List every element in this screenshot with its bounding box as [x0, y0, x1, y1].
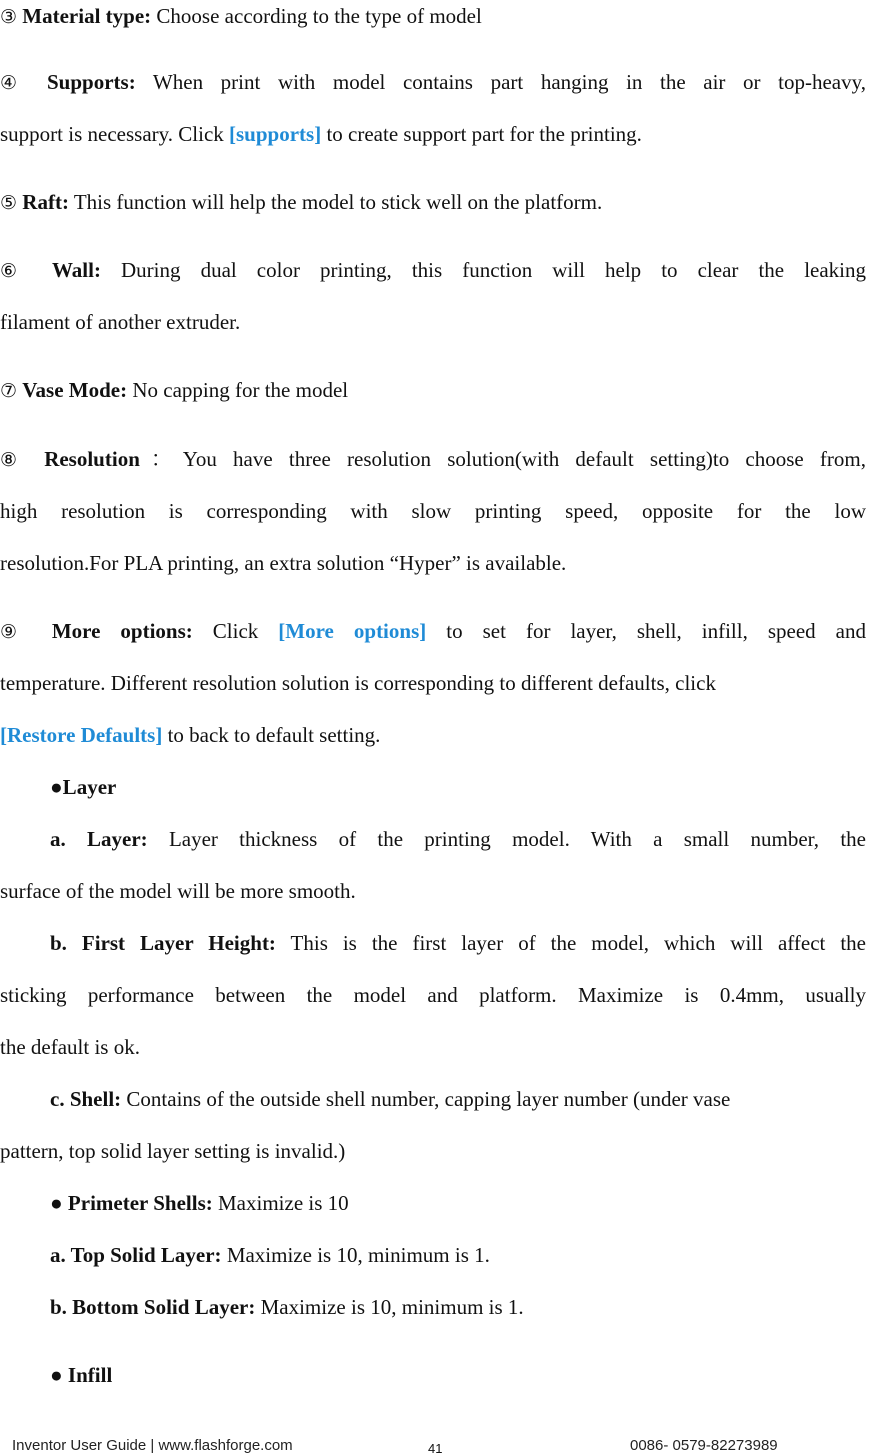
- infill-heading: [50, 1362, 112, 1388]
- wall-text-1: During dual color printing, this function will help to clear the leaking: [100, 258, 866, 282]
- page-number: 41: [428, 1441, 443, 1456]
- more-options-label: More options:: [51, 619, 193, 643]
- shells-heading-text: Maximize is 10: [212, 1191, 349, 1215]
- raft-label: Raft:: [22, 190, 69, 214]
- shells-a: [50, 1242, 490, 1268]
- resolution-item-line2: [0, 498, 866, 524]
- layer-b-line1: [50, 930, 866, 956]
- supports-text-2a: support is necessary. Click: [0, 122, 230, 146]
- restore-defaults-link[interactable]: [Restore Defaults]: [0, 723, 163, 747]
- layer-b-line2: [0, 982, 866, 1008]
- layer-b-label: b. First Layer Height:: [50, 931, 276, 955]
- material-type-label: Material type:: [22, 4, 152, 28]
- shells-heading-label: ● Primeter Shells:: [50, 1191, 213, 1215]
- raft-item: [0, 189, 602, 216]
- layer-c-label: c. Shell:: [50, 1087, 122, 1111]
- vase-mode-item: [0, 377, 348, 404]
- layer-a-line1: [50, 826, 866, 852]
- raft-text: This function will help the model to stick well on the platform.: [68, 190, 603, 214]
- supports-link[interactable]: [supports]: [229, 122, 322, 146]
- shells-heading: [50, 1190, 349, 1216]
- supports-text-2b: to create support part for the printing.: [321, 122, 642, 146]
- more-options-text-2: temperature. Different resolution solution is corresponding to different defaults, click: [0, 671, 716, 695]
- layer-heading: [50, 774, 116, 800]
- layer-b-text-3: the default is ok.: [0, 1035, 140, 1059]
- more-options-item-line1: [0, 618, 866, 645]
- supports-label: Supports:: [47, 70, 136, 94]
- layer-heading-text: ●Layer: [50, 775, 117, 799]
- shells-b-text: Maximize is 10, minimum is 1.: [255, 1295, 524, 1319]
- resolution-text-3: resolution.For PLA printing, an extra solution “Hyper” is available.: [0, 551, 567, 575]
- shells-a-text: Maximize is 10, minimum is 1.: [221, 1243, 490, 1267]
- wall-text-2: filament of another extruder.: [0, 310, 241, 334]
- footer-right: 0086- 0579-82273989: [630, 1437, 778, 1454]
- layer-a-label: a. Layer:: [50, 827, 148, 851]
- resolution-label: Resolution: [44, 447, 140, 471]
- layer-c-text-1: Contains of the outside shell number, capping layer number (under vase: [121, 1087, 731, 1111]
- supports-item-line2: [0, 121, 642, 147]
- more-options-text-1a: Click: [192, 619, 279, 643]
- vase-mode-label: Vase Mode:: [22, 378, 128, 402]
- supports-text-1: When print with model contains part hanging in the air or top-heavy,: [135, 70, 866, 94]
- supports-item-line1: [0, 69, 866, 96]
- shells-a-label: a. Top Solid Layer:: [50, 1243, 222, 1267]
- more-options-link[interactable]: [More options]: [278, 619, 427, 643]
- wall-item-line2: [0, 309, 240, 335]
- infill-heading-text: ● Infill: [50, 1363, 113, 1387]
- circled-number-5: ⑤: [0, 192, 18, 214]
- circled-number-8: ⑧: [0, 449, 28, 471]
- circled-number-4: ④: [0, 72, 30, 94]
- material-type-item: [0, 3, 482, 30]
- layer-a-text-2: surface of the model will be more smooth.: [0, 879, 356, 903]
- footer-left: Inventor User Guide | www.flashforge.com: [12, 1437, 293, 1454]
- more-options-item-line2: [0, 670, 716, 696]
- more-options-text-1b: to set for layer, shell, infill, speed and: [426, 619, 867, 643]
- shells-b-label: b. Bottom Solid Layer:: [50, 1295, 256, 1319]
- wall-label: Wall:: [51, 258, 101, 282]
- wall-item-line1: [0, 257, 866, 284]
- layer-b-line3: [0, 1034, 140, 1060]
- layer-b-text-1: This is the first layer of the model, which will affect the: [275, 931, 866, 955]
- circled-number-9: ⑨: [0, 621, 32, 643]
- vase-mode-text: No capping for the model: [127, 378, 349, 402]
- more-options-item-line3: [0, 722, 380, 748]
- layer-b-text-2: sticking performance between the model and platform. Maximize is 0.4mm, usually: [0, 983, 866, 1007]
- material-type-text: Choose according to the type of model: [151, 4, 482, 28]
- layer-c-line1: [50, 1086, 730, 1112]
- layer-c-text-2: pattern, top solid layer setting is invalid.): [0, 1139, 346, 1163]
- layer-c-line2: [0, 1138, 345, 1164]
- resolution-text-1: ：You have three resolution solution(with default setting)to choose from,: [139, 447, 866, 471]
- circled-number-6: ⑥: [0, 260, 32, 282]
- shells-b: [50, 1294, 524, 1320]
- more-options-text-3: to back to default setting.: [162, 723, 381, 747]
- layer-a-text-1: Layer thickness of the printing model. With a small number, the: [147, 827, 866, 851]
- circled-number-7: ⑦: [0, 380, 18, 402]
- resolution-item-line1: [0, 446, 866, 473]
- resolution-item-line3: [0, 550, 566, 576]
- resolution-text-2: high resolution is corresponding with slow printing speed, opposite for the low: [0, 499, 866, 523]
- circled-number-3: ③: [0, 6, 18, 28]
- layer-a-line2: [0, 878, 356, 904]
